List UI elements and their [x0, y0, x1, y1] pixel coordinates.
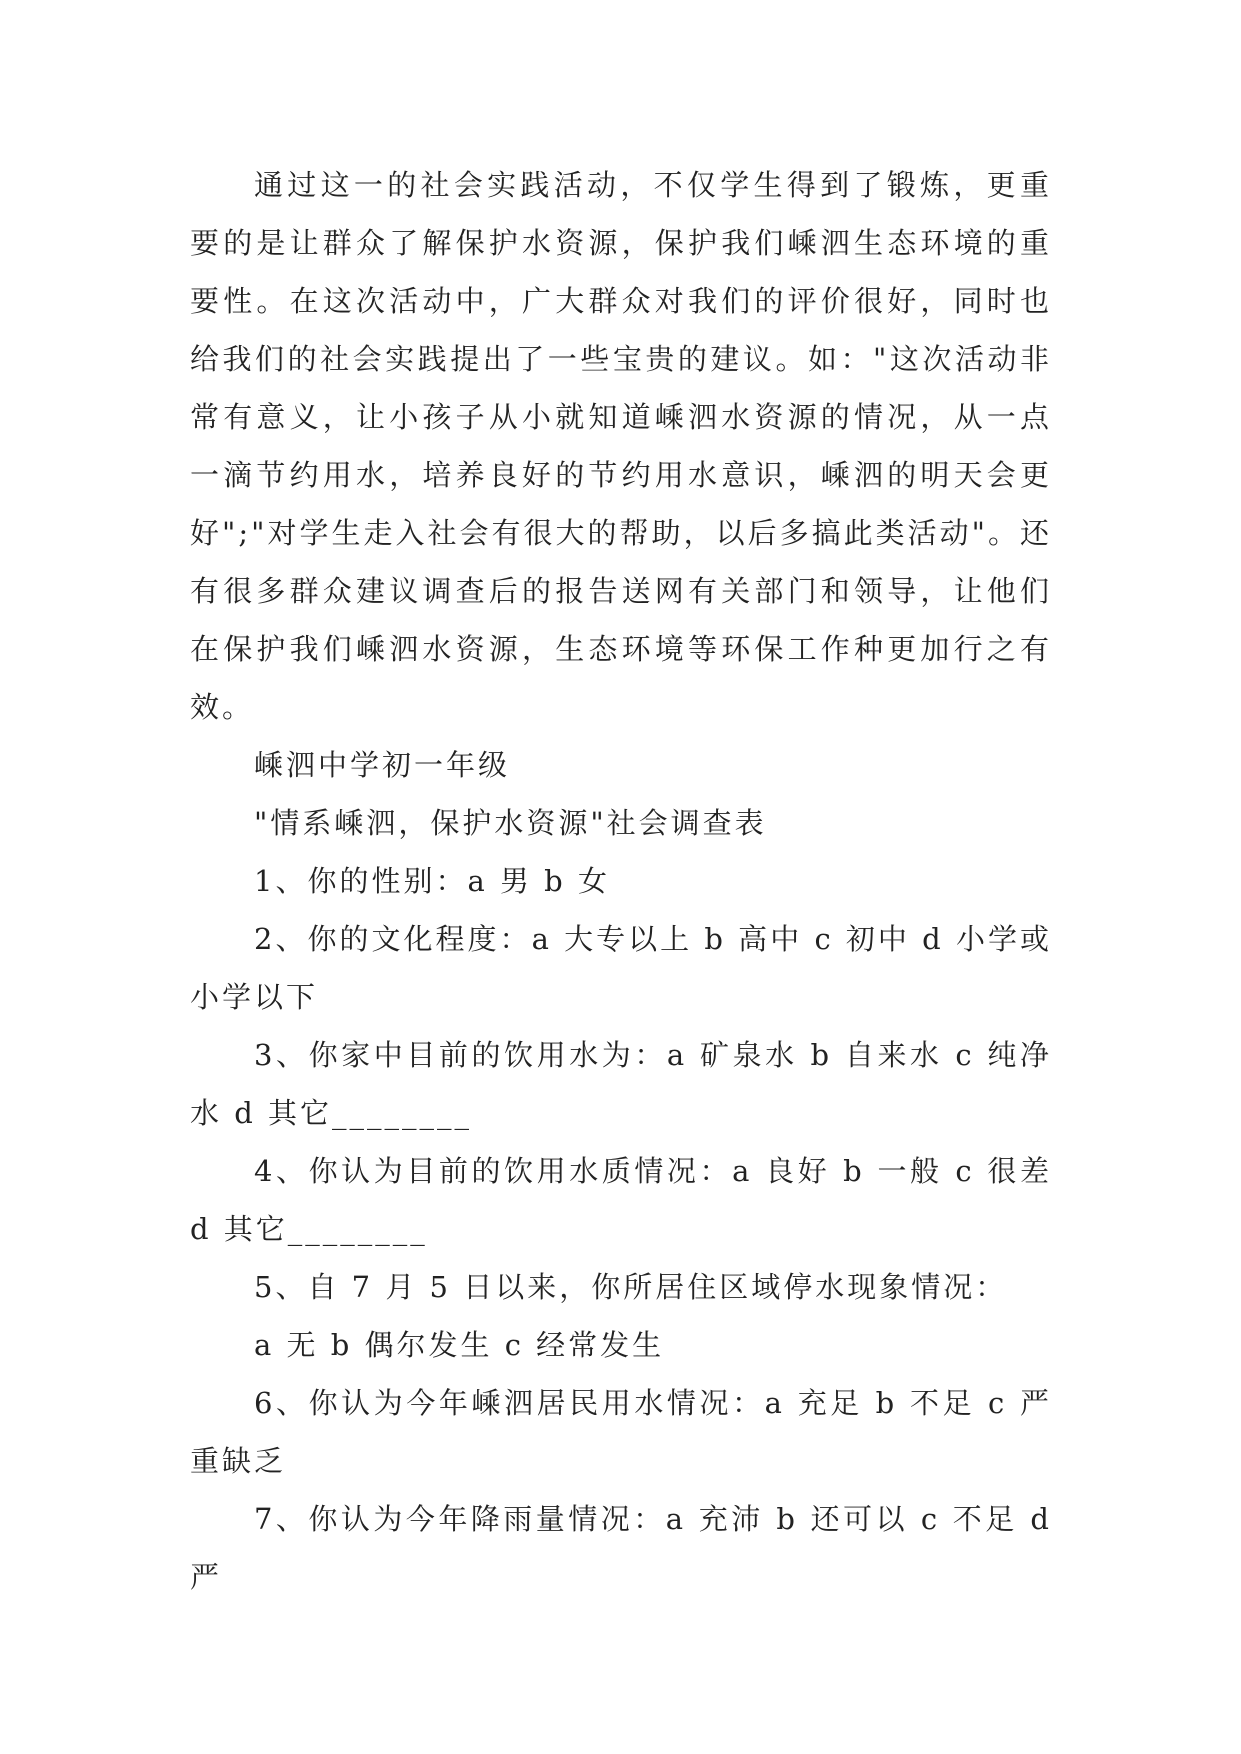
question-resident-water-use: 6、你认为今年嵊泗居民用水情况：a 充足 b 不足 c 严重缺乏	[190, 1386, 1052, 1478]
question-drinking-water: 3、你家中目前的饮用水为：a 矿泉水 b 自来水 c 纯净水 d 其它________	[190, 1038, 1052, 1130]
question-water-quality: 4、你认为目前的饮用水质情况：a 良好 b 一般 c 很差 d 其它________	[190, 1154, 1052, 1246]
question-gender: 1、你的性别：a 男 b 女	[254, 864, 610, 898]
question-water-outage-options: a 无 b 偶尔发生 c 经常发生	[254, 1328, 665, 1362]
school-grade-line: 嵊泗中学初一年级	[254, 748, 511, 782]
survey-title: "情系嵊泗，保护水资源"社会调查表	[254, 806, 767, 840]
document-body	[190, 156, 1052, 1606]
question-education: 2、你的文化程度：a 大专以上 b 高中 c 初中 d 小学或小学以下	[190, 922, 1052, 1014]
question-water-outage: 5、自 7 月 5 日以来，你所居住区域停水现象情况：	[254, 1270, 1008, 1304]
paragraph-summary: 通过这一的社会实践活动，不仅学生得到了锻炼，更重要的是让群众了解保护水资源，保护我们嵊泗生态环境的重要性。在这次活动中，广大群众对我们的评价很好，同时也给我们的社会实践提出了一些宝贵的建议。如："这次活动非常有意义，让小孩子从小就知道嵊泗水资源的情况，从一点一滴节约用水，培养良好的节约用水意识，嵊泗的明天会更好";"对学生走入社会有很大的帮助，以后多搞此类活动"。还有很多群众建议调查后的报告送网有关部门和领导，让他们在保护我们嵊泗水资源，生态环境等环保工作种更加行之有效。	[190, 168, 1052, 724]
question-rainfall: 7、你认为今年降雨量情况：a 充沛 b 还可以 c 不足 d 严	[190, 1502, 1052, 1594]
